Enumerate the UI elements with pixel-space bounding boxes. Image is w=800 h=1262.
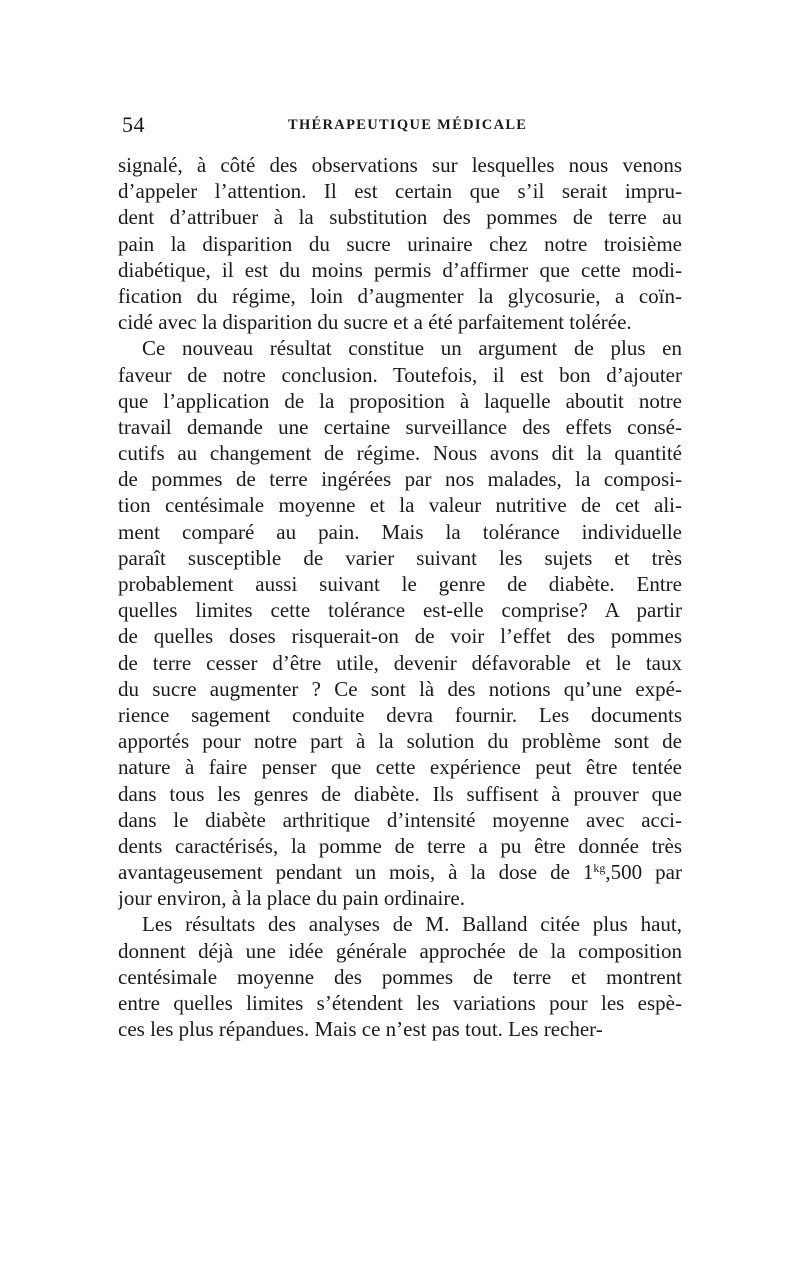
text-line: probablement aussi suivant le genre de diabète. Entre: [118, 572, 682, 596]
text-line: de pommes de terre ingérées par nos malades, la composi-: [118, 467, 682, 492]
text-line: que l’application de la proposition à laquelle aboutit notre: [118, 388, 682, 413]
text-line: donnent déjà une idée générale approchée de la composition: [118, 938, 682, 963]
text-line: entre quelles limites s’étendent les variations pour les espè-: [118, 991, 682, 1015]
unit-superscript: kg: [593, 861, 606, 876]
text-line: dans tous les genres de diabète. Ils suffisent à prouver que: [118, 781, 682, 806]
text-line: [118, 859, 682, 885]
body-text: [118, 152, 682, 1042]
paragraph: [118, 911, 682, 1042]
text-line: quelles limites cette tolérance est-elle comprise? A partir: [118, 598, 682, 623]
text-line: dans le diabète arthritique d’intensité moyenne avec acci-: [118, 807, 682, 832]
text-line: cutifs au changement de régime. Nous avons dit la quantité: [118, 441, 682, 466]
page-header: [118, 112, 682, 142]
text-line: travail demande une certaine surveillance des effets consé-: [118, 414, 682, 439]
text-line: Les résultats des analyses de M. Balland citée plus haut,: [142, 912, 682, 937]
text-line: rience sagement conduite devra fournir. Les documents: [118, 702, 682, 727]
text-line: de quelles doses risquerait-on de voir l’effet des pommes: [118, 624, 682, 649]
text-line: cidé avec la disparition du sucre et a été parfaitement tolérée.: [118, 310, 632, 335]
text-line: dent d’attribuer à la substitution des pommes de terre au: [118, 205, 682, 230]
running-title: THÉRAPEUTIQUE MÉDICALE: [288, 117, 528, 133]
text-line: paraît susceptible de varier suivant les sujets et très: [118, 545, 682, 570]
text-line: ces les plus répandues. Mais ce n’est pas tout. Les recher-: [118, 1017, 603, 1042]
text-line: pain la disparition du sucre urinaire chez notre troisième: [118, 231, 682, 256]
text-line: tion centésimale moyenne et la valeur nutritive de cet ali-: [118, 493, 682, 518]
text-line: apportés pour notre part à la solution du problème sont de: [118, 729, 682, 754]
text-line: Ce nouveau résultat constitue un argument de plus en: [142, 336, 682, 361]
text-line: de terre cesser d’être utile, devenir défavorable et le taux: [118, 650, 682, 675]
text-line: diabétique, il est du moins permis d’affirmer que cette modi-: [118, 257, 682, 282]
text-line: signalé, à côté des observations sur lesquelles nous venons: [118, 153, 682, 177]
text-line: jour environ, à la place du pain ordinaire.: [118, 886, 465, 911]
text-line: ment comparé au pain. Mais la tolérance individuelle: [118, 519, 682, 544]
text-line: d’appeler l’attention. Il est certain que s’il serait impru-: [118, 179, 682, 204]
text-line: du sucre augmenter ? Ce sont là des notions qu’une expé-: [118, 676, 682, 701]
text-line: faveur de notre conclusion. Toutefois, il est bon d’ajouter: [118, 362, 682, 387]
page-number: 54: [122, 112, 145, 137]
paragraph: [118, 152, 682, 335]
text-line: nature à faire penser que cette expérience peut être tentée: [118, 755, 682, 780]
text-line: dents caractérisés, la pomme de terre a pu être donnée très: [118, 833, 682, 858]
paragraph: [118, 335, 682, 911]
text-segment: avantageusement pendant un mois, à la dose de 1: [118, 860, 594, 885]
text-segment: ,500 par: [605, 860, 682, 885]
text-line: centésimale moyenne des pommes de terre et montrent: [118, 964, 682, 989]
text-line: fication du régime, loin d’augmenter la glycosurie, a coïn-: [118, 283, 682, 308]
